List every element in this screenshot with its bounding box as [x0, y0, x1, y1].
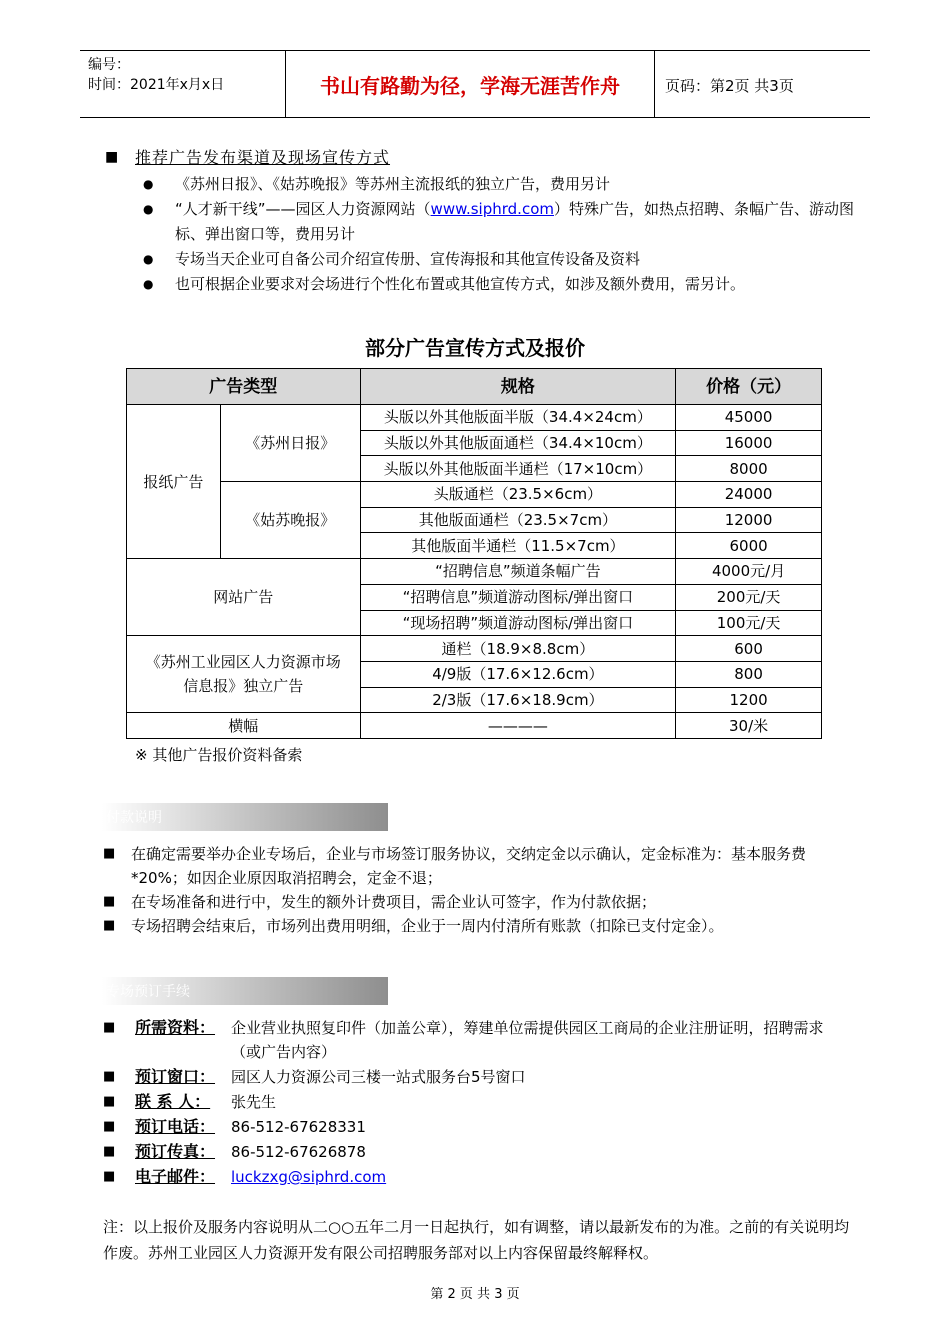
price-cell: 6000	[676, 533, 822, 559]
item-value: 86-512-67626878	[231, 1143, 366, 1161]
price-cell: 4000元/月	[676, 559, 822, 585]
spec-cell: 头版以外其他版面通栏（34.4×10cm）	[360, 430, 676, 456]
price-cell: 12000	[676, 507, 822, 533]
price-cell: 30/米	[676, 713, 822, 739]
spec-cell: 头版以外其他版面半通栏（17×10cm）	[360, 456, 676, 482]
bullet-dot-icon: ●	[143, 277, 154, 291]
list-item	[103, 1115, 853, 1139]
spec-cell: “现场招聘”频道游动图标/弹出窗口	[360, 610, 676, 636]
table-row	[127, 559, 822, 585]
table-row	[127, 713, 822, 739]
document-number-label: 编号：	[88, 57, 130, 73]
bullet-text-pre: “人才新干线”——园区人力资源网站（	[175, 200, 431, 218]
list-item	[103, 914, 853, 938]
spec-cell: 2/3版（17.6×18.9cm）	[360, 687, 676, 713]
bullet-text: 也可根据企业要求对会场进行个性化布置或其他宣传方式，如涉及额外费用，需另计。	[175, 275, 746, 293]
subcategory-cell: 《苏州日报》	[220, 405, 360, 482]
website-link[interactable]: www.siphrd.com	[430, 200, 554, 218]
item-value: 企业营业执照复印件（加盖公章），筹建单位需提供园区工商局的企业注册证明，招聘需求（或广告内容）	[231, 1019, 824, 1061]
page-footer: 第 2 页 共 3 页	[430, 1287, 520, 1302]
item-text: 在专场准备和进行中，发生的额外计费项目，需企业认可签字，作为付款依据；	[131, 893, 657, 911]
square-bullet-icon: ■	[103, 1169, 116, 1184]
bullet-dot-icon: ●	[143, 177, 154, 191]
spec-cell: 其他版面半通栏（11.5×7cm）	[360, 533, 676, 559]
spec-cell: 其他版面通栏（23.5×7cm）	[360, 507, 676, 533]
item-label: 预订电话：	[135, 1117, 216, 1136]
price-cell: 800	[676, 661, 822, 687]
page-header	[80, 50, 870, 118]
payment-section	[103, 842, 853, 938]
booking-section	[103, 1016, 853, 1190]
payment-section-label: 付款说明	[106, 810, 162, 826]
header-motto: 书山有路勤为径，学海无涯苦作舟	[285, 51, 655, 117]
price-cell: 1200	[676, 687, 822, 713]
subcategory-cell: 《姑苏晚报》	[220, 482, 360, 559]
item-label: 所需资料：	[135, 1018, 216, 1037]
list-item	[105, 272, 855, 297]
bullet-dot-icon: ●	[143, 252, 154, 266]
spec-cell: ————	[360, 713, 676, 739]
item-label: 预订窗口：	[135, 1067, 216, 1086]
list-item	[103, 1065, 853, 1089]
column-header: 价格（元）	[676, 369, 822, 405]
section-title: 推荐广告发布渠道及现场宣传方式	[135, 148, 391, 167]
price-cell: 24000	[676, 482, 822, 508]
item-value: 86-512-67628331	[231, 1118, 366, 1136]
bullet-text: 《苏州日报》、《姑苏晚报》等苏州主流报纸的独立广告，费用另计	[175, 175, 611, 193]
square-bullet-icon: ■	[103, 1094, 116, 1109]
header-page-info: 页码：第2页 共3页	[665, 77, 794, 95]
document-date-label: 时间：2021年x月x日	[88, 77, 225, 93]
square-bullet-icon: ■	[103, 846, 116, 861]
list-item	[103, 1140, 853, 1164]
category-cell: 横幅	[127, 713, 361, 739]
square-bullet-icon: ■	[103, 1069, 116, 1084]
list-item	[103, 842, 853, 890]
spec-cell: 通栏（18.9×8.8cm）	[360, 636, 676, 662]
email-link[interactable]: luckzxg@siphrd.com	[231, 1168, 387, 1186]
ad-channels-section	[105, 145, 855, 297]
price-cell: 100元/天	[676, 610, 822, 636]
column-header: 规格	[360, 369, 676, 405]
item-text: 在确定需要举办企业专场后，企业与市场签订服务协议，交纳定金以示确认，定金标准为：基本服务费*20%；如因企业原因取消招聘会，定金不退；	[131, 845, 807, 887]
square-bullet-icon: ■	[103, 918, 116, 933]
item-value: 园区人力资源公司三楼一站式服务台5号窗口	[231, 1068, 526, 1086]
square-bullet-icon: ■	[103, 894, 116, 909]
square-bullet-icon: ■	[103, 1144, 116, 1159]
list-item	[103, 1165, 853, 1189]
price-cell: 600	[676, 636, 822, 662]
list-item	[103, 890, 853, 914]
spec-cell: 4/9版（17.6×12.6cm）	[360, 661, 676, 687]
column-header: 广告类型	[127, 369, 361, 405]
section-heading	[105, 145, 855, 168]
item-text: 专场招聘会结束后，市场列出费用明细，企业于一周内付清所有账款（扣除已支付定金）。	[131, 917, 724, 935]
table-note: ※ 其他广告报价资料备索	[135, 746, 303, 764]
list-item	[103, 1016, 853, 1064]
bullet-text: 专场当天企业可自备公司介绍宣传册、宣传海报和其他宣传设备及资料	[175, 250, 641, 268]
item-label: 预订传真：	[135, 1142, 216, 1161]
list-item	[105, 247, 855, 272]
table-row	[127, 482, 822, 508]
category-cell: 报纸广告	[127, 405, 221, 559]
item-label: 联 系 人：	[135, 1092, 211, 1111]
bullet-dot-icon: ●	[143, 202, 154, 216]
payment-section-bar	[102, 803, 388, 831]
table-row	[127, 636, 822, 662]
square-bullet-icon: ■	[103, 1119, 116, 1134]
square-bullet-icon: ■	[103, 1020, 116, 1035]
square-bullet-icon: ■	[105, 148, 119, 165]
price-cell: 200元/天	[676, 584, 822, 610]
table-title: 部分广告宣传方式及报价	[365, 336, 585, 360]
list-item	[105, 172, 855, 197]
footnote: 注：以上报价及服务内容说明从二○○五年二月一日起执行，如有调整，请以最新发布的为准。之前的有关说明均作废。苏州工业园区人力资源开发有限公司招聘服务部对以上内容保留最终解释权。	[103, 1218, 850, 1262]
booking-section-label: 专场预订手续	[106, 984, 190, 1000]
category-cell: 《苏州工业园区人力资源市场信息报》独立广告	[127, 636, 361, 713]
list-item	[103, 1090, 853, 1114]
booking-section-bar	[102, 977, 388, 1005]
spec-cell: “招聘信息”频道游动图标/弹出窗口	[360, 584, 676, 610]
table-row	[127, 405, 822, 431]
item-value: 张先生	[231, 1093, 277, 1111]
spec-cell: “招聘信息”频道条幅广告	[360, 559, 676, 585]
price-cell: 45000	[676, 405, 822, 431]
header-meta	[88, 55, 224, 95]
price-cell: 16000	[676, 430, 822, 456]
bullet-text-post: ）特殊广告，如热点招聘、条幅广告、游动图标、弹出窗口等，费用另计	[175, 200, 854, 243]
email-label: 电子邮件：	[135, 1167, 216, 1186]
category-cell: 网站广告	[127, 559, 361, 636]
price-cell: 8000	[676, 456, 822, 482]
spec-cell: 头版以外其他版面半版（34.4×24cm）	[360, 405, 676, 431]
price-table	[126, 368, 822, 739]
table-header-row	[127, 369, 822, 405]
list-item	[105, 197, 855, 247]
spec-cell: 头版通栏（23.5×6cm）	[360, 482, 676, 508]
